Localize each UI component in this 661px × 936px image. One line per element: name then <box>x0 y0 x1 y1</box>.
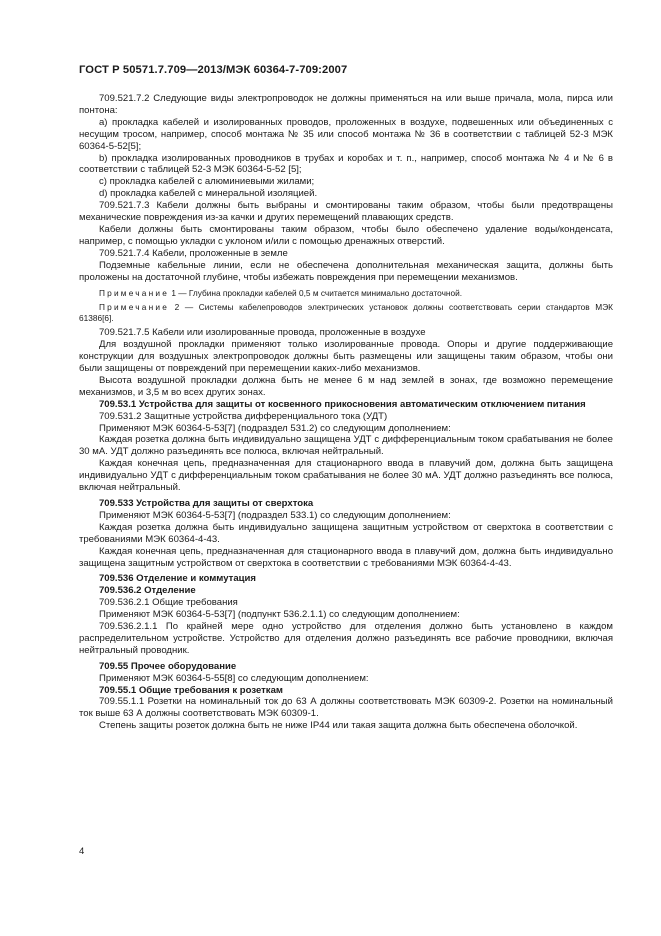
paragraph: Каждая конечная цепь, предназначенная для стационарного ввода в плавучий дом, должна быть индивидуально защищена защитным устройством от сверхтока в соответствии с требованиями МЭК 60364-4-43. <box>79 545 613 569</box>
paragraph: Высота воздушной прокладки должна быть не менее 6 м над землей в зонах, где возможно перемещение механизмов, и 3,5 м во всех других зонах. <box>79 374 613 398</box>
paragraph: 709.55.1.1 Розетки на номинальный ток до 63 А должны соответствовать МЭК 60309-2. Розетки на номинальный ток выше 63 А должны соответствовать МЭК 60309-1. <box>79 696 613 720</box>
list-item: b) прокладка изолированных проводников в трубах и коробах и т. п., например, способ монтажа № 4 и № 6 в соответствии с таблицей 52-3 МЭК 60364-5-52 [5]; <box>79 152 613 176</box>
section-heading: 709.536 Отделение и коммутация <box>99 573 256 585</box>
paragraph: Кабели должны быть смонтированы таким образом, чтобы было обеспечено удаление воды/конденсата, например, с помощью укладки с уклоном и/или с помощью дренажных отверстий. <box>79 223 613 247</box>
document-body <box>79 93 613 732</box>
list-item: d) прокладка кабелей с минеральной изоляцией. <box>99 188 318 200</box>
paragraph: Каждая розетка должна быть индивидуально защищена УДТ с дифференциальным током срабатывания не более 30 мА. УДТ должно разъединять все полюса, включая нейтральный. <box>79 434 613 458</box>
section-heading: 709.521.7.4 Кабели, проложенные в земле <box>99 247 288 259</box>
section-heading: 709.536.2 Отделение <box>99 585 196 597</box>
paragraph: Для воздушной прокладки применяют только изолированные провода. Опоры и другие поддерживающие конструкции для воздушных электропроводок должны быть размещены или защищены таким образом, чтобы они были защищены от повреждений при перемещении каких-либо механизмов. <box>79 339 613 374</box>
section-heading: 709.55.1 Общие требования к розеткам <box>99 684 283 696</box>
paragraph: Применяют МЭК 60364-5-53[7] (подраздел 531.2) со следующим дополнением: <box>99 422 451 434</box>
paragraph: 709.521.7.3 Кабели должны быть выбраны и смонтированы таким образом, чтобы были предотвращены механические повреждения из-за качки и других перемещений плавающих средств. <box>79 200 613 224</box>
paragraph: Каждая конечная цепь, предназначенная для стационарного ввода в плавучий дом, должна быть защищена индивидуально УДТ с дифференциальным током срабатывания не более 30 мА. УДТ должно разъединять все полюса, включая нейтральный. <box>79 458 613 494</box>
paragraph: Подземные кабельные линии, если не обеспечена дополнительная механическая защита, должны быть проложены на достаточной глубине, чтобы избежать повреждения при перемещении механизмов. <box>79 259 613 283</box>
subsection-heading: 709.536.2.1 Общие требования <box>99 597 238 609</box>
paragraph: Применяют МЭК 60364-5-53[7] (подпункт 536.2.1.1) со следующим дополнением: <box>99 609 460 621</box>
list-item: с) прокладка кабелей с алюминиевыми жилами; <box>99 176 315 188</box>
note-text: 1 — Глубина прокладки кабелей 0,5 м считается минимально достаточной. <box>171 287 463 298</box>
note-label: Примечание <box>99 302 170 313</box>
document-header: ГОСТ Р 50571.7.709—2013/МЭК 60364-7-709:2007 <box>79 64 348 76</box>
note-text: 2 — Системы кабелепроводов электрических установок должны соответствовать серии стандартов МЭК 61386[6]. <box>79 302 614 323</box>
subsection-heading: 709.531.2 Защитные устройства дифференциального тока (УДТ) <box>99 410 388 422</box>
list-item: а) прокладка кабелей и изолированных проводов, проложенных в воздухе, подвешенных или объединенных с несущим тросом, например, способ монтажа № 35 или способ монтажа № 36 в соответствии с таблицей 52-3 МЭК 60364-5-52[5]; <box>79 116 613 152</box>
paragraph: 709.521.7.2 Следующие виды электропроводок не должны применяться на или выше причала, мола, пирса или понтона: <box>79 93 613 116</box>
note-1 <box>79 288 613 299</box>
page-number: 4 <box>79 846 85 857</box>
note-2 <box>79 302 613 323</box>
note-label: Примечание <box>99 287 170 298</box>
paragraph: Применяют МЭК 60364-5-55[8] со следующим дополнением: <box>99 672 369 684</box>
paragraph: Степень защиты розеток должна быть не ниже IP44 или такая защита должна быть обеспечена оболочкой. <box>99 720 578 732</box>
paragraph: 709.536.2.1.1 По крайней мере одно устройство для отделения должно быть установлено в каждом распределительном устройстве. Устройство для отделения должно разъединять все рабочие проводники, включая нейтральный проводник. <box>79 621 613 656</box>
section-heading: 709.53.1 Устройства для защиты от косвенного прикосновения автоматическим отключением питания <box>99 398 586 410</box>
section-heading: 709.521.7.5 Кабели или изолированные провода, проложенные в воздухе <box>99 327 426 339</box>
paragraph: Каждая розетка должна быть индивидуально защищена защитным устройством от сверхтока в соответствии с требованиями МЭК 60364-4-43. <box>79 521 613 545</box>
section-heading: 709.55 Прочее оборудование <box>99 660 237 672</box>
section-heading: 709.533 Устройства для защиты от сверхтока <box>99 497 314 509</box>
paragraph: Применяют МЭК 60364-5-53[7] (подраздел 533.1) со следующим дополнением: <box>99 509 451 521</box>
